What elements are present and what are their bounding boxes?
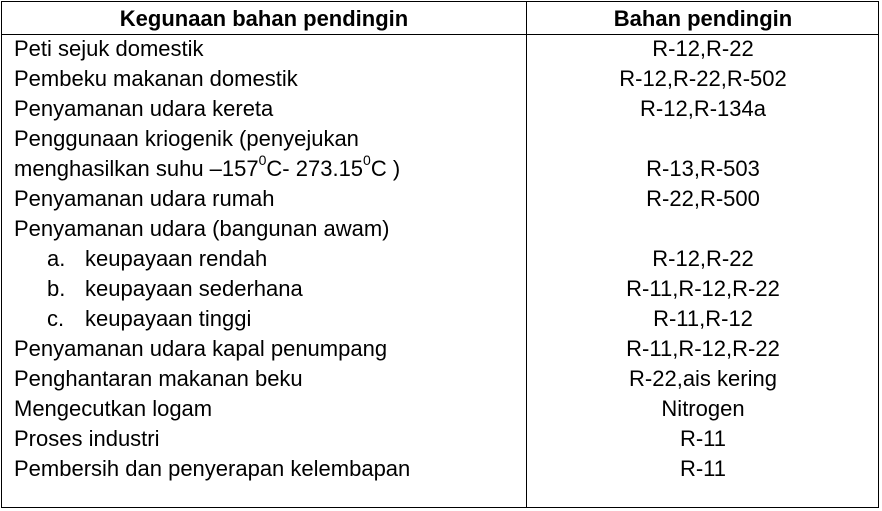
usage-cell: [47, 274, 303, 304]
table-row: [2, 124, 878, 154]
degree-superscript: 0: [258, 151, 267, 168]
usage-text: keupayaan tinggi: [85, 306, 252, 331]
refrigerant-cell: R-12,R-22: [652, 246, 754, 271]
table-row: [2, 424, 878, 454]
table-row: [2, 214, 878, 244]
table-row: [2, 94, 878, 124]
list-letter: c.: [47, 306, 65, 331]
usage-cell: [14, 151, 401, 184]
usage-cell: Penghantaran makanan beku: [14, 366, 303, 391]
refrigerant-cell: R-22,ais kering: [629, 366, 777, 391]
usage-text: menghasilkan suhu –157: [14, 156, 259, 181]
table-row: [2, 34, 878, 64]
usage-cell: Mengecutkan logam: [14, 396, 213, 421]
table-row: [2, 274, 878, 304]
usage-text: keupayaan sederhana: [85, 276, 303, 301]
list-letter: b.: [47, 276, 66, 301]
usage-cell: Peti sejuk domestik: [14, 36, 204, 61]
refrigerant-cell: Nitrogen: [661, 396, 745, 421]
refrigerant-cell: R-12,R-22,R-502: [619, 66, 787, 91]
table-row: [2, 334, 878, 364]
table-row: [2, 394, 878, 424]
usage-cell: Penyamanan udara kereta: [14, 96, 274, 121]
usage-cell: Penyamanan udara (bangunan awam): [14, 216, 390, 241]
usage-cell: Penyamanan udara rumah: [14, 186, 275, 211]
refrigerant-cell: R-12,R-22: [652, 36, 754, 61]
table-row: [2, 364, 878, 394]
table-row: [2, 454, 878, 484]
usage-cell: Penggunaan kriogenik (penyejukan: [14, 126, 359, 151]
usage-cell: Penyamanan udara kapal penumpang: [14, 336, 388, 361]
refrigerant-cell: R-11,R-12,R-22: [626, 276, 780, 301]
refrigerant-cell: R-22,R-500: [646, 186, 760, 211]
table-row: [2, 304, 878, 334]
header-refrigerant: Bahan pendingin: [613, 6, 793, 31]
usage-cell: [47, 244, 267, 274]
refrigerant-cell: R-11,R-12: [653, 306, 753, 331]
usage-cell: Proses industri: [14, 426, 160, 451]
list-letter: a.: [47, 246, 66, 271]
refrigerant-cell: R-12,R-134a: [640, 96, 766, 121]
usage-cell: [47, 304, 251, 334]
usage-text: C ): [370, 156, 401, 181]
header-usage: Kegunaan bahan pendingin: [119, 6, 409, 31]
usage-text: keupayaan rendah: [85, 246, 268, 271]
table-row: [2, 184, 878, 214]
degree-superscript: 0: [363, 151, 371, 168]
table-row: [2, 151, 878, 184]
usage-text: C- 273.15: [266, 156, 364, 181]
refrigerant-table: [1, 1, 879, 508]
refrigerant-cell: R-13,R-503: [646, 156, 760, 181]
refrigerant-cell: R-11: [679, 426, 727, 451]
table-row: [2, 244, 878, 274]
refrigerant-cell: R-11: [679, 456, 727, 481]
refrigerant-cell: R-11,R-12,R-22: [626, 336, 780, 361]
usage-cell: Pembersih dan penyerapan kelembapan: [14, 456, 411, 481]
table-row: [2, 64, 878, 94]
usage-cell: Pembeku makanan domestik: [14, 66, 298, 91]
